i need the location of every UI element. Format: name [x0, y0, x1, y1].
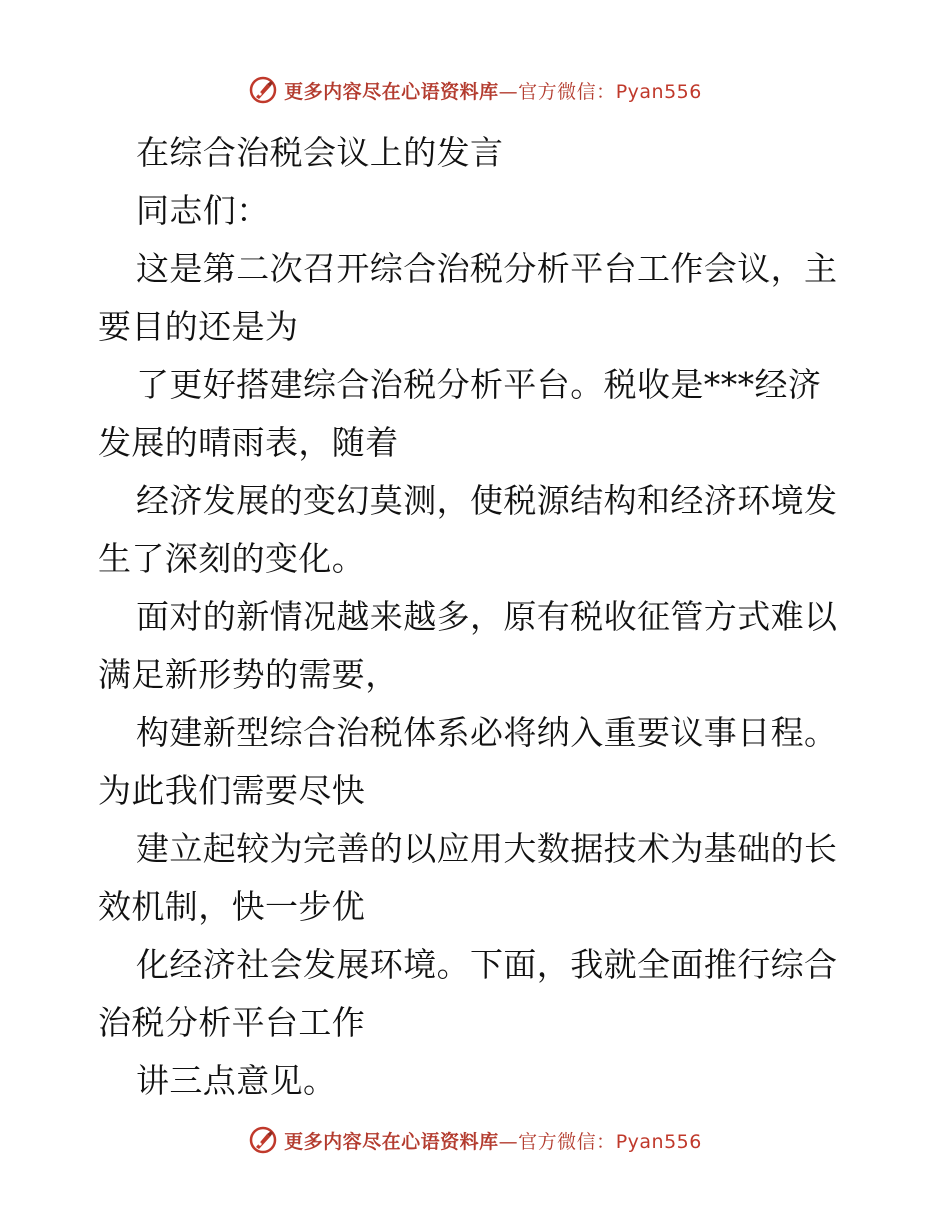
- document-body: [98, 124, 858, 1110]
- watermark-dash: —: [498, 1130, 519, 1153]
- paragraph-line: 建立起较为完善的以应用大数据技术为基础的长: [136, 829, 838, 868]
- watermark-wechat-label: 官方微信：: [518, 1130, 616, 1153]
- paragraph-line: 化经济社会发展环境。下面，我就全面推行综合: [136, 945, 838, 984]
- watermark-text: [284, 77, 702, 104]
- paragraph-line: 为此我们需要尽快: [98, 771, 366, 810]
- watermark-text: [284, 1127, 702, 1154]
- paragraph-line: 效机制，快一步优: [98, 887, 366, 926]
- salutation: 同志们：: [136, 191, 270, 230]
- watermark-wechat-id: Pyan556: [615, 80, 702, 103]
- watermark-site-text: 更多内容尽在心语资料库: [284, 80, 499, 103]
- paragraph-line: 发展的晴雨表，随着: [98, 423, 399, 462]
- pen-nib-seal-icon: [248, 75, 278, 105]
- watermark-banner-bottom: [0, 1120, 950, 1160]
- paragraph-line: 生了深刻的变化。: [98, 539, 366, 578]
- paragraph-line: 面对的新情况越来越多，原有税收征管方式难以: [136, 597, 838, 636]
- paragraph-line: 这是第二次召开综合治税分析平台工作会议，主: [136, 249, 838, 288]
- document-title: 在综合治税会议上的发言: [136, 133, 504, 172]
- paragraph-line: 满足新形势的需要，: [98, 655, 399, 694]
- paragraph-line: 了更好搭建综合治税分析平台。税收是***经济: [136, 365, 822, 404]
- watermark-dash: —: [498, 80, 519, 103]
- watermark-wechat-id: Pyan556: [615, 1130, 702, 1153]
- watermark-banner-top: [0, 70, 950, 110]
- pen-nib-seal-icon: [248, 1125, 278, 1155]
- paragraph-line: 讲三点意见。: [136, 1061, 337, 1100]
- watermark-wechat-label: 官方微信：: [518, 80, 616, 103]
- watermark-site-text: 更多内容尽在心语资料库: [284, 1130, 499, 1153]
- paragraph-line: 经济发展的变幻莫测，使税源结构和经济环境发: [136, 481, 838, 520]
- paragraph-line: 构建新型综合治税体系必将纳入重要议事日程。: [136, 713, 838, 752]
- paragraph-line: 治税分析平台工作: [98, 1003, 366, 1042]
- paragraph-line: 要目的还是为: [98, 307, 299, 346]
